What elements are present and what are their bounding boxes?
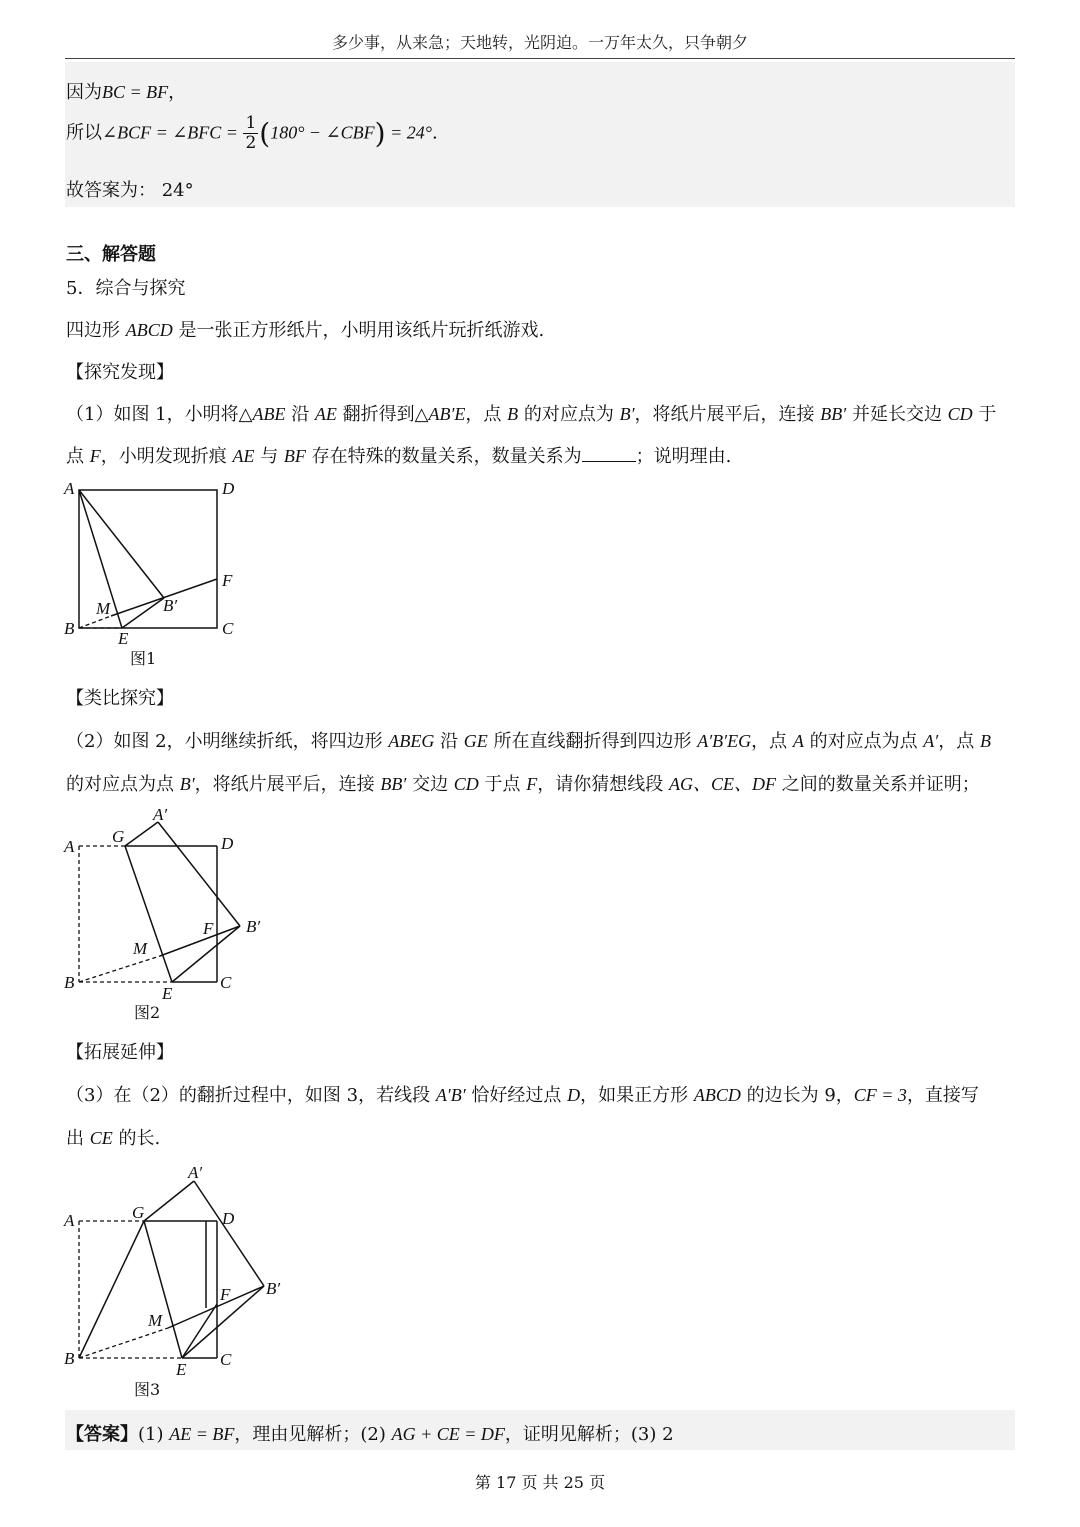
fig1-label-D: D (222, 479, 235, 498)
section-title: 三、解答题 (66, 244, 156, 265)
fig3-label-M: M (148, 1311, 163, 1330)
fig3-label-A: A (64, 1211, 75, 1230)
prev-solution-line-2: 所以∠BCF = ∠BFC = $\frac{1}{2}$ (180° − ∠CBF) = 24°. (66, 113, 438, 153)
header-divider (65, 58, 1015, 59)
part1-text-line-2: 点 F，小明发现折痕 AE 与 BF 存在特殊的数量关系，数量关系为 ；说明理由. (66, 446, 732, 467)
page-footer: 第 17 页 共 25 页 (474, 1473, 606, 1492)
fig3-caption: 图3 (134, 1380, 161, 1399)
fig3-label-B-prime: B′ (266, 1279, 281, 1298)
fig3-label-C: C (220, 1350, 232, 1369)
part3-text-line-2: 出 CE 的长. (66, 1128, 161, 1149)
fig2-fold-GE (125, 846, 172, 982)
figure-2 (60, 800, 280, 1028)
page-header-motto: 多少事，从来急；天地转，光阴迫。一万年太久，只争朝夕 (331, 33, 748, 52)
fig3-label-E: E (176, 1360, 187, 1379)
fig2-label-A: A (64, 837, 75, 856)
fig3-segment-GA-prime (144, 1181, 194, 1221)
fig1-segment-EB-prime (122, 598, 164, 628)
figure-3 (60, 1158, 290, 1406)
part2-text-line-1: （2）如图 2，小明继续折纸，将四边形 ABEG 沿 GE 所在直线翻折得到四边形 A′B′EG，点 A 的对应点为点 A′，点 B (66, 731, 991, 752)
fig1-caption: 图1 (130, 649, 157, 668)
fig2-segment-BM-dashed (79, 956, 160, 982)
fig1-label-E: E (118, 629, 129, 648)
fig1-label-F: F (222, 571, 233, 590)
fig2-label-M: M (133, 939, 148, 958)
fig3-label-F: F (220, 1285, 231, 1304)
fig3-label-A-prime: A′ (188, 1163, 203, 1182)
fig1-segment-AB-prime (79, 490, 164, 598)
fig2-label-B: B (64, 973, 75, 992)
fig2-segment-GA-prime (125, 822, 158, 846)
part2-heading: 【类比探究】 (66, 688, 174, 709)
fig1-label-B-prime: B′ (163, 596, 178, 615)
fig3-segment-A-prime-B-prime (194, 1181, 264, 1286)
fig3-segment-BM-dashed (79, 1328, 168, 1358)
problem-intro: 四边形 ABCD 是一张正方形纸片，小明用该纸片玩折纸游戏. (66, 320, 545, 341)
fig1-label-M: M (96, 599, 111, 618)
fig2-label-D: D (221, 834, 234, 853)
fig2-segment-MB-prime (160, 926, 240, 956)
fig2-label-B-prime: B′ (246, 917, 261, 936)
fraction-one-half: $\frac{1}{2}$ (245, 113, 257, 153)
fig2-label-A-prime: A′ (153, 805, 168, 824)
part1-text-line-1: （1）如图 1，小明将△ABE 沿 AE 翻折得到△AB′E，点 B 的对应点为 B′，将纸片展平后，连接 BB′ 并延长交边 CD 于 (66, 404, 997, 425)
fig1-label-C: C (222, 619, 234, 638)
figure-1 (60, 476, 260, 672)
fig1-label-B: B (64, 619, 75, 638)
fig3-segment-GB (79, 1221, 144, 1358)
fig3-label-D: D (222, 1209, 235, 1228)
part2-text-line-2: 的对应点为点 B′，将纸片展平后，连接 BB′ 交边 CD 于点 F，请你猜想线段 AG、CE、DF 之间的数量关系并证明； (66, 774, 980, 795)
fig1-label-A: A (64, 479, 75, 498)
part3-heading: 【拓展延伸】 (66, 1042, 174, 1063)
prev-solution-line-1: 因为BC = BF， (66, 82, 187, 103)
fig3-label-G: G (132, 1203, 145, 1222)
problem-title: 5．综合与探究 (66, 278, 186, 299)
part1-heading: 【探究发现】 (66, 362, 174, 383)
fig3-fold-GE (144, 1221, 182, 1358)
answer-line: 【答案】(1) AE = BF，理由见解析；(2) AG + CE = DF，证明见解析；(3) 2 (66, 1424, 674, 1445)
fig2-label-C: C (220, 973, 232, 992)
part3-text-line-1: （3）在（2）的翻折过程中，如图 3，若线段 A′B′ 恰好经过点 D，如果正方形 ABCD 的边长为 9，CF = 3，直接写 (66, 1085, 979, 1106)
fig2-label-F: F (203, 919, 214, 938)
fig3-label-B: B (64, 1349, 75, 1368)
fig2-caption: 图2 (134, 1003, 161, 1022)
fig2-label-G: G (112, 827, 125, 846)
answer-blank (582, 445, 636, 462)
fig2-label-E: E (162, 984, 173, 1003)
fig3-segment-MB-prime (168, 1286, 264, 1328)
prev-solution-line-3: 故答案为： 24° (66, 180, 194, 201)
